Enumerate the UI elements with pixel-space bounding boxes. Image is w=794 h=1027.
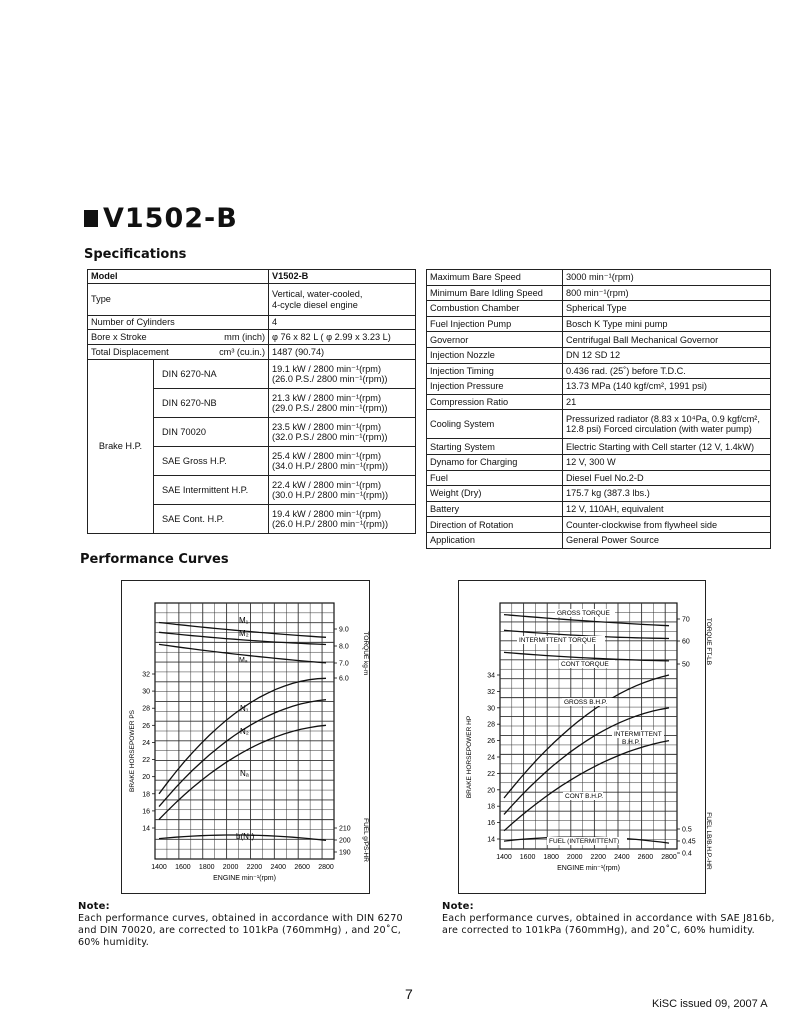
- brake-row-name: DIN 6270-NB: [154, 389, 269, 418]
- y-tick-label: 30: [142, 688, 150, 696]
- brake-row-value: 25.4 kW / 2800 min⁻¹(rpm) (34.0 H.P./ 2800 min⁻¹(rpm)): [269, 447, 416, 476]
- square-bullet-icon: [84, 210, 98, 227]
- table-row: [427, 285, 771, 301]
- y-tick-label: 34: [487, 672, 495, 680]
- curve-label: M₁: [239, 616, 249, 625]
- y3-tick-label: 0.5: [682, 826, 692, 834]
- performance-chart-sae: [458, 580, 712, 894]
- y3-axis-label: FUEL g/PS-HR: [362, 818, 369, 862]
- spec-value: Diesel Fuel No.2-D: [563, 470, 771, 486]
- table-row: [88, 270, 416, 284]
- spec-value: Counter-clockwise from flywheel side: [563, 517, 771, 533]
- brake-row-value: 21.3 kW / 2800 min⁻¹(rpm) (29.0 P.S./ 2800 min⁻¹(rpm)): [269, 389, 416, 418]
- page-number: 7: [405, 986, 413, 1002]
- y2-tick-label: 50: [682, 661, 690, 669]
- chart-svg-din: [122, 581, 369, 893]
- table-row: [427, 501, 771, 517]
- spec-label: Direction of Rotation: [427, 517, 563, 533]
- spec-table-right: [426, 269, 771, 549]
- curve-label: FUEL (INTERMITTENT): [549, 838, 620, 845]
- brake-row-value: 19.1 kW / 2800 min⁻¹(rpm) (26.0 P.S./ 2800 min⁻¹(rpm)): [269, 360, 416, 389]
- spec-label: Injection Timing: [427, 363, 563, 379]
- spec-label: Cooling System: [427, 410, 563, 439]
- spec-value: 3000 min⁻¹(rpm): [563, 270, 771, 286]
- x-axis-label: ENGINE min⁻¹(rpm): [557, 865, 620, 872]
- table-row: [427, 316, 771, 332]
- spec-value: 800 min⁻¹(rpm): [563, 285, 771, 301]
- x-tick-label: 2200: [590, 854, 607, 861]
- spec-label: Minimum Bare Idling Speed: [427, 285, 563, 301]
- spec-label: Battery: [427, 501, 563, 517]
- curve-label: GROSS TORQUE: [557, 610, 610, 617]
- x-tick-label: 2000: [566, 854, 583, 861]
- y3-tick-label: 0.45: [682, 838, 696, 846]
- spec-value: Electric Starting with Cell starter (12 V, 1.4kW): [563, 439, 771, 455]
- note-line: and DIN 70020, are corrected to 101kPa (760mmHg) , and 20˚C,: [78, 925, 401, 936]
- table-row: [427, 470, 771, 486]
- table-row: [88, 330, 416, 345]
- x-tick-label: 2400: [270, 864, 287, 871]
- spec-value: 12 V, 300 W: [563, 454, 771, 470]
- brake-row-name: SAE Intermittent H.P.: [154, 476, 269, 505]
- spec-label: Compression Ratio: [427, 394, 563, 410]
- x-tick-label: 2400: [614, 854, 630, 861]
- y-tick-label: 24: [487, 754, 495, 762]
- table-row: [427, 332, 771, 348]
- brake-row-name: SAE Cont. H.P.: [154, 505, 269, 534]
- title-text: V1502-B: [103, 203, 238, 234]
- curve-label: B.H.P.: [622, 739, 640, 746]
- x-tick-label: 2200: [246, 864, 263, 871]
- spec-label: Fuel Injection Pump: [427, 316, 563, 332]
- x-tick-label: 1800: [543, 854, 559, 861]
- issue-info: KiSC issued 09, 2007 A: [652, 998, 768, 1010]
- spec-label: Weight (Dry): [427, 486, 563, 502]
- spec-label: Injection Pressure: [427, 379, 563, 395]
- y-tick-label: 24: [142, 739, 150, 747]
- table-row: [88, 284, 416, 316]
- performance-chart-din: [121, 580, 370, 894]
- spec-label: Fuel: [427, 470, 563, 486]
- y-tick-label: 30: [487, 705, 495, 713]
- spec-value: 21: [563, 394, 771, 410]
- note-line: Each performance curves, obtained in accordance with SAE J816b,: [442, 913, 775, 924]
- x-tick-label: 1600: [175, 864, 191, 871]
- y-axis-label: BRAKE HORSEPOWER PS: [129, 710, 136, 792]
- x-tick-label: 2800: [661, 854, 677, 861]
- model-label: Model: [88, 270, 269, 284]
- note-line: Each performance curves, obtained in accordance with DIN 6270: [78, 913, 403, 924]
- brake-row-name: DIN 6270-NA: [154, 360, 269, 389]
- table-row: [427, 517, 771, 533]
- spec-label: Governor: [427, 332, 563, 348]
- y-tick-label: 22: [487, 770, 495, 778]
- displacement-value: 1487 (90.74): [269, 345, 416, 360]
- brake-row-name: DIN 70020: [154, 418, 269, 447]
- y-tick-label: 18: [142, 791, 150, 799]
- note-line: are corrected to 101kPa (760mmHg), and 20˚C, 60% humidity.: [442, 925, 755, 936]
- cylinders-value: 4: [269, 316, 416, 330]
- y3-tick-label: 210: [339, 825, 351, 833]
- y2-tick-label: 6.0: [339, 675, 349, 683]
- table-row: [427, 454, 771, 470]
- y2-tick-label: 70: [682, 616, 690, 624]
- spec-value: DN 12 SD 12: [563, 347, 771, 363]
- curve-label: Mₐ: [239, 657, 248, 664]
- y-tick-label: 14: [142, 825, 150, 833]
- y3-axis-label: FUEL LB/B.H.P.-HR: [705, 812, 712, 870]
- table-row: [427, 270, 771, 286]
- curve-label: Nₐ: [240, 769, 249, 778]
- curve-label: GROSS B.H.P.: [564, 699, 608, 706]
- y2-tick-label: 8.0: [339, 643, 349, 651]
- curve-label: M₂: [239, 629, 249, 638]
- y2-axis-label: TORQUE FT-LB: [705, 617, 712, 666]
- spec-label: Maximum Bare Speed: [427, 270, 563, 286]
- y2-tick-label: 9.0: [339, 626, 349, 634]
- y-tick-label: 20: [142, 774, 150, 782]
- x-tick-label: 2600: [637, 854, 654, 861]
- curve-label: INTERMITTENT TORQUE: [519, 637, 596, 644]
- y-tick-label: 20: [487, 787, 495, 795]
- x-tick-label: 1600: [519, 854, 536, 861]
- y-tick-label: 16: [487, 820, 495, 828]
- spec-label: Injection Nozzle: [427, 347, 563, 363]
- note-din: [78, 901, 403, 949]
- brake-row-value: 22.4 kW / 2800 min⁻¹(rpm) (30.0 H.P./ 2800 min⁻¹(rpm)): [269, 476, 416, 505]
- x-tick-label: 1400: [496, 854, 512, 861]
- spec-value: Centrifugal Ball Mechanical Governor: [563, 332, 771, 348]
- spec-value: 175.7 kg (387.3 lbs.): [563, 486, 771, 502]
- table-row: [427, 410, 771, 439]
- spec-value: 0.436 rad. (25˚) before T.D.C.: [563, 363, 771, 379]
- x-tick-label: 1800: [198, 864, 215, 871]
- y-tick-label: 22: [142, 757, 150, 765]
- y-tick-label: 32: [487, 688, 495, 696]
- bore-label: Bore x Stroke mm (inch): [88, 330, 269, 345]
- table-row: [88, 360, 416, 389]
- y3-tick-label: 0.4: [682, 850, 692, 858]
- brake-hp-label: Brake H.P.: [88, 360, 154, 534]
- y3-tick-label: 200: [339, 837, 351, 845]
- y-axis-label: BRAKE HORSEPOWER HP: [466, 715, 473, 799]
- note-title: Note:: [78, 901, 110, 912]
- y2-tick-label: 60: [682, 638, 690, 646]
- curve-label: N₁: [240, 704, 249, 713]
- brake-row-value: 19.4 kW / 2800 min⁻¹(rpm) (26.0 H.P./ 2800 min⁻¹(rpm)): [269, 505, 416, 534]
- curve-label: CONT TORQUE: [561, 661, 609, 668]
- bore-value: φ 76 x 82 L ( φ 2.99 x 3.23 L): [269, 330, 416, 345]
- specifications-heading: Specifications: [84, 247, 187, 262]
- y-tick-label: 28: [142, 705, 150, 713]
- table-row: [427, 363, 771, 379]
- spec-value: 13.73 MPa (140 kgf/cm², 1991 psi): [563, 379, 771, 395]
- y3-tick-label: 190: [339, 849, 351, 857]
- table-row: [427, 347, 771, 363]
- y-tick-label: 28: [487, 721, 495, 729]
- x-tick-label: 2600: [294, 864, 310, 871]
- curve-label: INTERMITTENT: [614, 731, 662, 738]
- table-row: [427, 532, 771, 548]
- type-label: Type: [88, 284, 269, 316]
- x-axis-label: ENGINE min⁻¹(rpm): [213, 875, 276, 882]
- spec-label: Starting System: [427, 439, 563, 455]
- y-tick-label: 26: [487, 738, 495, 746]
- spec-value: General Power Source: [563, 532, 771, 548]
- x-tick-label: 2800: [318, 864, 334, 871]
- y-tick-label: 26: [142, 722, 150, 730]
- note-line: 60% humidity.: [78, 937, 150, 948]
- type-value: Vertical, water-cooled, 4-cycle diesel engine: [269, 284, 416, 316]
- spec-value: Pressurized radiator (8.83 x 10⁴Pa, 0.9 kgf/cm², 12.8 psi) Forced circulation (with water pump): [563, 410, 771, 439]
- y-tick-label: 14: [487, 836, 495, 844]
- table-row: [88, 345, 416, 360]
- spec-value: Bosch K Type mini pump: [563, 316, 771, 332]
- note-sae: [442, 901, 775, 937]
- note-title: Note:: [442, 901, 474, 912]
- chart-svg-sae: [459, 581, 712, 893]
- y2-tick-label: 7.0: [339, 660, 349, 668]
- x-tick-label: 1400: [151, 864, 167, 871]
- performance-curves-heading: Performance Curves: [80, 552, 229, 567]
- table-row: [427, 301, 771, 317]
- x-tick-label: 2000: [222, 864, 239, 871]
- table-row: [88, 316, 416, 330]
- curve-label: CONT B.H.P.: [565, 793, 604, 800]
- y-tick-label: 16: [142, 808, 150, 816]
- spec-label: Combustion Chamber: [427, 301, 563, 317]
- table-row: [427, 394, 771, 410]
- spec-label: Application: [427, 532, 563, 548]
- table-row: [427, 379, 771, 395]
- spec-value: 12 V, 110AH, equivalent: [563, 501, 771, 517]
- displacement-label: Total Displacement cm³ (cu.in.): [88, 345, 269, 360]
- table-row: [427, 439, 771, 455]
- table-row: [427, 486, 771, 502]
- cylinders-label: Number of Cylinders: [88, 316, 269, 330]
- curve-label: b(N₁): [236, 832, 255, 841]
- curve-label: N₂: [240, 727, 249, 736]
- brake-row-name: SAE Gross H.P.: [154, 447, 269, 476]
- y-tick-label: 32: [142, 671, 150, 679]
- page-title: [84, 203, 238, 234]
- y2-axis-label: TORQUE kg-m: [362, 631, 369, 676]
- y-tick-label: 18: [487, 803, 495, 811]
- spec-value: Spherical Type: [563, 301, 771, 317]
- spec-table-left: [87, 269, 416, 534]
- model-value: V1502-B: [269, 270, 416, 284]
- brake-row-value: 23.5 kW / 2800 min⁻¹(rpm) (32.0 P.S./ 2800 min⁻¹(rpm)): [269, 418, 416, 447]
- spec-label: Dynamo for Charging: [427, 454, 563, 470]
